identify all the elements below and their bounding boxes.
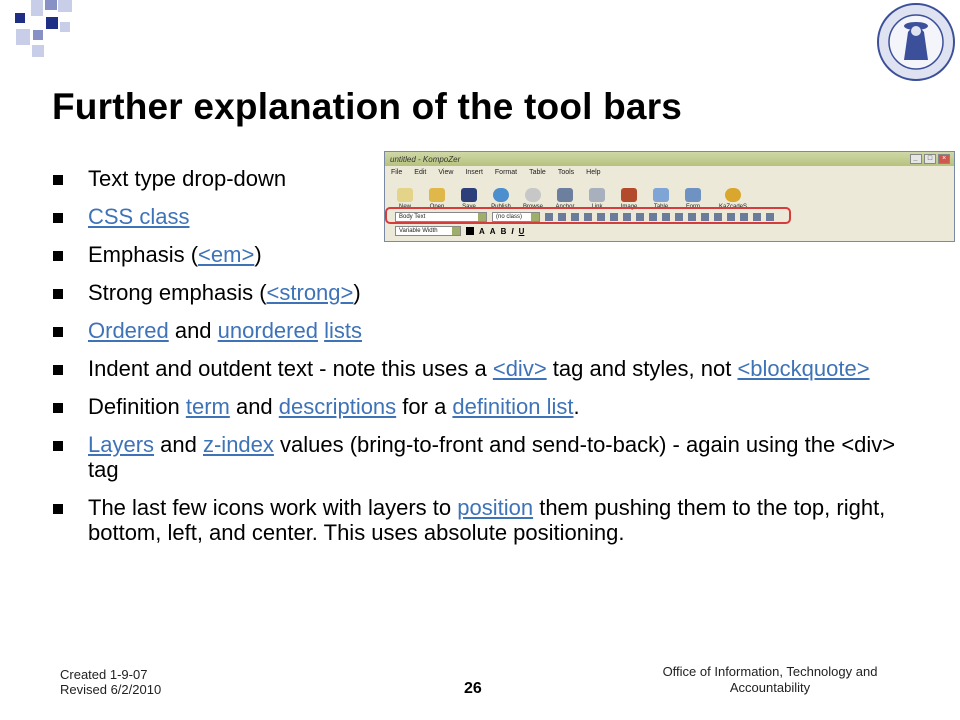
link-icon: Link bbox=[581, 188, 613, 210]
form-icon: Form bbox=[677, 188, 709, 210]
revised-date: Revised 6/2/2010 bbox=[60, 682, 162, 697]
bullet-item bbox=[48, 280, 908, 305]
publish-icon: Publish bbox=[485, 188, 517, 210]
bullet-text: Strong emphasis ( bbox=[88, 280, 267, 305]
bullet-text: tag and styles, not bbox=[546, 356, 738, 381]
bullet-link[interactable]: lists bbox=[324, 318, 362, 343]
bullet-text: values (bring-to-front and send-to-back) - again using the <div> tag bbox=[88, 432, 896, 482]
anchor-icon: Anchor bbox=[549, 188, 581, 210]
bullet-link[interactable]: <blockquote> bbox=[737, 356, 870, 381]
kazcades-icon: KaZcadeS bbox=[709, 188, 757, 210]
bullet-link[interactable]: term bbox=[185, 394, 230, 419]
office-line-1: Office of Information, Technology and bbox=[662, 664, 878, 679]
bullet-item bbox=[48, 356, 908, 381]
font-select: Variable Width bbox=[395, 226, 461, 236]
new-icon: New bbox=[389, 188, 421, 210]
bullet-link[interactable]: z-index bbox=[202, 432, 274, 457]
bullet-item bbox=[48, 495, 908, 545]
bullet-item bbox=[48, 318, 908, 343]
bullet-item bbox=[48, 432, 908, 482]
bullet-link[interactable]: <div> bbox=[492, 356, 547, 381]
bullet-link[interactable]: descriptions bbox=[278, 394, 397, 419]
bullet-text: . bbox=[573, 394, 580, 419]
window-title-bar: untitled - KompoZer _ □ × bbox=[385, 152, 954, 166]
menu-tools: Tools bbox=[557, 168, 575, 176]
bullet-link[interactable]: CSS class bbox=[88, 204, 190, 229]
footer-office bbox=[615, 664, 925, 696]
table-icon: Table bbox=[645, 188, 677, 210]
open-icon: Open bbox=[421, 188, 453, 210]
format-toolbar-2: Variable Width A A B I U bbox=[385, 224, 954, 238]
bullet-link[interactable]: definition list bbox=[452, 394, 574, 419]
bullet-list bbox=[48, 166, 908, 558]
bullet-text: Emphasis ( bbox=[88, 242, 199, 267]
menu-insert: Insert bbox=[465, 168, 483, 176]
bullet-link[interactable]: Layers bbox=[88, 432, 155, 457]
school-seal-logo bbox=[876, 2, 956, 82]
footer-dates bbox=[60, 667, 161, 697]
bullet-link[interactable]: unordered bbox=[217, 318, 318, 343]
created-date: Created 1-9-07 bbox=[60, 667, 148, 682]
bullet-text: Text type drop-down bbox=[88, 166, 287, 191]
menu-view: View bbox=[438, 168, 454, 176]
bullet-text: them pushing them to the top, right, bottom, left, and center. This uses absolute positioning. bbox=[88, 495, 886, 545]
bullet-item bbox=[48, 166, 908, 191]
bullet-text: and bbox=[154, 432, 203, 457]
corner-decoration bbox=[0, 0, 80, 60]
bullet-text: for a bbox=[396, 394, 453, 419]
bullet-text: Definition bbox=[88, 394, 186, 419]
bullet-link[interactable]: Ordered bbox=[88, 318, 169, 343]
bullet-item bbox=[48, 394, 908, 419]
paragraph-format-select: Body Text bbox=[395, 212, 487, 222]
menu-help: Help bbox=[586, 168, 601, 176]
bullet-link[interactable]: <em> bbox=[198, 242, 255, 267]
menu-edit: Edit bbox=[414, 168, 427, 176]
menu-format: Format bbox=[494, 168, 518, 176]
bullet-item bbox=[48, 204, 908, 229]
window-title: untitled - KompoZer bbox=[390, 154, 461, 164]
menu-file: File bbox=[391, 168, 403, 176]
office-line-2: Accountability bbox=[729, 680, 811, 695]
bullet-link[interactable]: <strong> bbox=[266, 280, 354, 305]
bullet-text: ) bbox=[254, 242, 262, 267]
menu-table: Table bbox=[529, 168, 546, 176]
bullet-text: and bbox=[229, 394, 279, 419]
page-number: 26 bbox=[464, 680, 482, 697]
css-class-select: (no class) bbox=[492, 212, 540, 222]
bullet-link[interactable]: position bbox=[457, 495, 534, 520]
bullet-text: The last few icons work with layers to bbox=[88, 495, 458, 520]
bullet-text: Indent and outdent text - note this uses a bbox=[88, 356, 493, 381]
bullet-item bbox=[48, 242, 908, 267]
browse-icon: Browse bbox=[517, 188, 549, 210]
slide-title: Further explanation of the tool bars bbox=[52, 86, 683, 127]
save-icon: Save bbox=[453, 188, 485, 210]
bullet-text: and bbox=[168, 318, 218, 343]
image-icon: Image bbox=[613, 188, 645, 210]
bullet-text: ) bbox=[353, 280, 361, 305]
